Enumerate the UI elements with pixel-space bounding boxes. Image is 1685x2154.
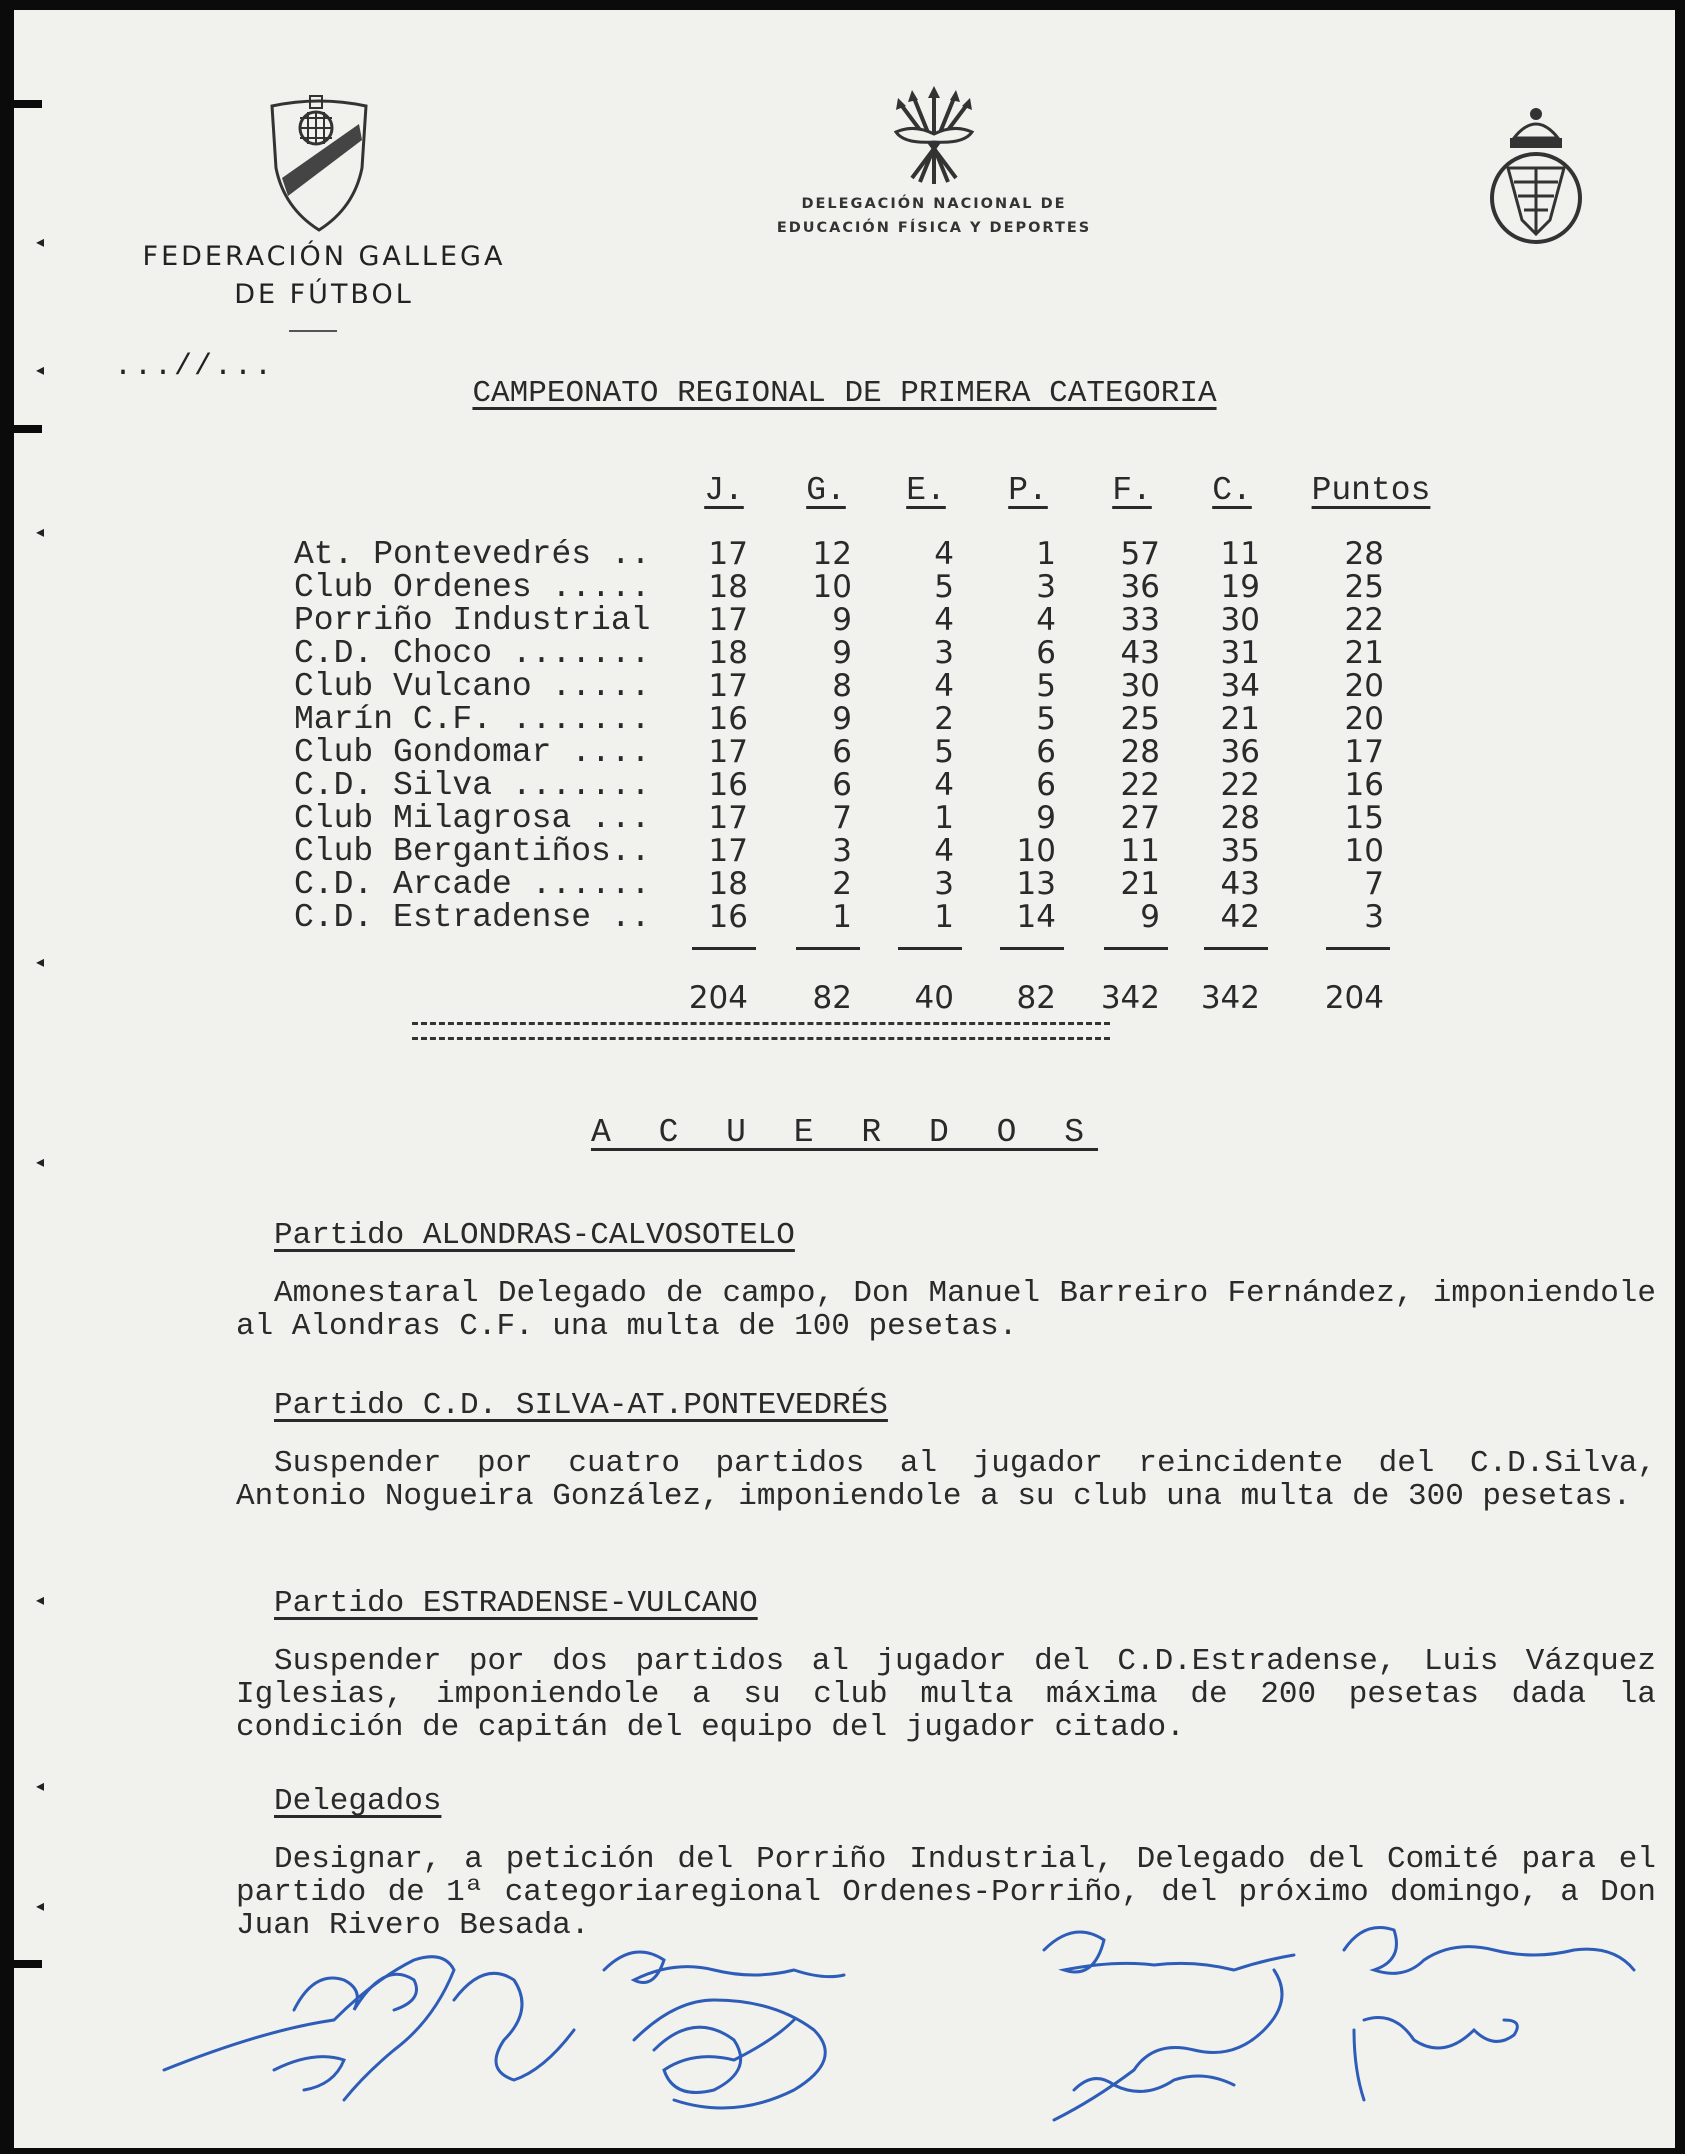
section-text: Designar, a petición del Porriño Industrial, Delegado del Comité para el partido de 1ª categoriaregional Ordenes-Porriño, del próximo domingo, a Don Juan Rivero Besada. [236,1842,1656,1943]
agreement-section [236,1218,1656,1343]
cell-puntos: 25 [1344,569,1384,605]
federation-crest-icon [264,88,374,238]
cell-j: 17 [708,734,748,770]
cell-p: 10 [1016,833,1056,869]
cell-f: 43 [1120,635,1160,671]
column-underline [1104,947,1168,950]
cell-g: 2 [832,866,852,902]
cell-j: 18 [708,635,748,671]
cell-e: 3 [934,635,954,671]
team-name: C.D. Arcade ...... [294,866,651,903]
team-name: Club Milagrosa ... [294,800,651,837]
cell-e: 4 [934,767,954,803]
punch-hole [14,425,42,433]
cell-p: 6 [1036,734,1056,770]
cell-f: 9 [1140,899,1160,935]
cell-e: 1 [934,800,954,836]
federation-name [114,238,534,314]
column-header-c: C. [1212,472,1252,509]
cell-e: 5 [934,734,954,770]
cell-puntos: 21 [1344,635,1384,671]
cell-f: 36 [1120,569,1160,605]
cell-g: 12 [812,536,852,572]
cell-p: 6 [1036,635,1056,671]
total-g: 82 [812,980,852,1016]
section-heading: Partido ESTRADENSE-VULCANO [274,1586,758,1621]
cell-e: 4 [934,668,954,704]
team-name: C.D. Estradense .. [294,899,651,936]
cell-c: 36 [1220,734,1260,770]
cell-g: 9 [832,635,852,671]
document-page [14,10,1675,2148]
cell-puntos: 17 [1344,734,1384,770]
cell-g: 6 [832,767,852,803]
delegation-name-line2: EDUCACIÓN FÍSICA Y DEPORTES [776,220,1092,236]
totals-row [294,980,1414,1016]
federation-name-line1: FEDERACIÓN GALLEGA [142,241,506,272]
delegation-name [714,192,1154,240]
cell-g: 10 [812,569,852,605]
cell-g: 8 [832,668,852,704]
cell-e: 4 [934,833,954,869]
section-heading: Partido C.D. SILVA-AT.PONTEVEDRÉS [274,1388,888,1423]
margin-mark: ◂ [36,1590,45,1609]
total-e: 40 [914,980,954,1016]
cell-f: 27 [1120,800,1160,836]
signatures-image [14,1900,1675,2148]
margin-mark: ◂ [36,1896,45,1915]
punch-hole [14,100,42,108]
cell-f: 21 [1120,866,1160,902]
team-name: Club Ordenes ..... [294,569,651,606]
cell-j: 16 [708,701,748,737]
cell-c: 30 [1220,602,1260,638]
total-p: 82 [1016,980,1056,1016]
cell-c: 34 [1220,668,1260,704]
cell-f: 25 [1120,701,1160,737]
cell-puntos: 7 [1364,866,1384,902]
acuerdos-heading: A C U E R D O S [590,1114,1099,1151]
section-text: Suspender por dos partidos al jugador del C.D.Estradense, Luis Vázquez Iglesias, imponiendole a su club multa máxima de 200 pesetas dada la condición de capitán del equipo del jugador citado. [236,1644,1656,1745]
cell-c: 19 [1220,569,1260,605]
agreement-section [236,1586,1656,1744]
team-name: Porriño Industrial [294,602,651,639]
column-underline [1326,947,1390,950]
team-name: C.D. Choco ....... [294,635,651,672]
team-name: At. Pontevedrés .. [294,536,651,573]
column-header-g: G. [806,472,846,509]
cell-p: 14 [1016,899,1056,935]
cell-puntos: 10 [1344,833,1384,869]
cell-p: 4 [1036,602,1056,638]
cell-c: 31 [1220,635,1260,671]
cell-p: 13 [1016,866,1056,902]
team-name: Club Vulcano ..... [294,668,651,705]
yoke-arrows-emblem-icon [884,84,984,194]
column-underline [898,947,962,950]
section-text: Amonestaral Delegado de campo, Don Manuel Barreiro Fernández, imponiendole al Alondras C.F. una multa de 100 pesetas. [236,1276,1656,1344]
cell-p: 1 [1036,536,1056,572]
column-underline [1204,947,1268,950]
cell-puntos: 22 [1344,602,1384,638]
delegation-name-line1: DELEGACIÓN NACIONAL DE [801,196,1067,212]
reference-mark: ...//... [114,350,275,384]
cell-c: 11 [1220,536,1260,572]
team-name: C.D. Silva ....... [294,767,651,804]
cell-p: 3 [1036,569,1056,605]
team-name: Club Bergantiños.. [294,833,651,870]
cell-e: 4 [934,602,954,638]
section-text: Suspender por cuatro partidos al jugador reincidente del C.D.Silva, Antonio Nogueira González, imponiendole a su club una multa de 300 pesetas. [236,1446,1656,1514]
margin-mark: ◂ [36,360,45,379]
margin-mark: ◂ [36,232,45,251]
column-header-e: E. [906,472,946,509]
agreement-section [236,1388,1656,1513]
cell-f: 22 [1120,767,1160,803]
document-title: CAMPEONATO REGIONAL DE PRIMERA CATEGORIA [472,376,1217,411]
royal-crest-icon [1484,102,1588,252]
cell-f: 30 [1120,668,1160,704]
cell-e: 4 [934,536,954,572]
column-header-p: P. [1008,472,1048,509]
cell-j: 17 [708,602,748,638]
total-f: 342 [1100,980,1160,1016]
column-underline [796,947,860,950]
cell-j: 17 [708,536,748,572]
cell-puntos: 16 [1344,767,1384,803]
cell-j: 17 [708,800,748,836]
cell-p: 6 [1036,767,1056,803]
margin-mark: ◂ [36,522,45,541]
divider [289,330,337,332]
column-underline [1000,947,1064,950]
cell-puntos: 20 [1344,668,1384,704]
cell-p: 9 [1036,800,1056,836]
margin-mark: ◂ [36,1152,45,1171]
cell-f: 33 [1120,602,1160,638]
cell-j: 17 [708,833,748,869]
cell-c: 28 [1220,800,1260,836]
margin-mark: ◂ [36,952,45,971]
cell-j: 16 [708,899,748,935]
cell-f: 57 [1120,536,1160,572]
cell-g: 3 [832,833,852,869]
team-name: Club Gondomar .... [294,734,651,771]
cell-c: 21 [1220,701,1260,737]
cell-e: 5 [934,569,954,605]
cell-g: 9 [832,602,852,638]
cell-puntos: 3 [1364,899,1384,935]
column-header-j: J. [704,472,744,509]
cell-e: 3 [934,866,954,902]
cell-p: 5 [1036,701,1056,737]
cell-puntos: 20 [1344,701,1384,737]
cell-puntos: 28 [1344,536,1384,572]
team-name: Marín C.F. ....... [294,701,651,738]
cell-f: 11 [1120,833,1160,869]
double-rule [412,1022,1110,1040]
section-heading: Partido ALONDRAS-CALVOSOTELO [274,1218,795,1253]
cell-j: 17 [708,668,748,704]
federation-name-line2: DE FÚTBOL [234,279,414,310]
cell-g: 1 [832,899,852,935]
cell-j: 16 [708,767,748,803]
cell-g: 7 [832,800,852,836]
total-puntos: 204 [1324,980,1384,1016]
section-heading: Delegados [274,1784,442,1819]
column-header-puntos: Puntos [1311,472,1431,509]
total-c: 342 [1200,980,1260,1016]
column-header-f: F. [1112,472,1152,509]
cell-e: 2 [934,701,954,737]
cell-j: 18 [708,866,748,902]
cell-f: 28 [1120,734,1160,770]
margin-mark: ◂ [36,1776,45,1795]
total-j: 204 [688,980,748,1016]
cell-c: 22 [1220,767,1260,803]
cell-j: 18 [708,569,748,605]
cell-c: 42 [1220,899,1260,935]
cell-c: 43 [1220,866,1260,902]
cell-p: 5 [1036,668,1056,704]
cell-g: 6 [832,734,852,770]
cell-e: 1 [934,899,954,935]
cell-g: 9 [832,701,852,737]
cell-puntos: 15 [1344,800,1384,836]
column-underline [692,947,756,950]
cell-c: 35 [1220,833,1260,869]
